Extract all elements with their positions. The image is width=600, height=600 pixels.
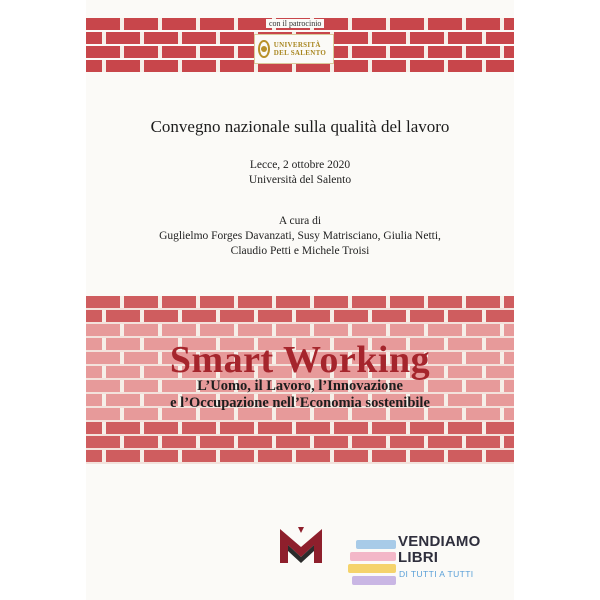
series-title: Convegno nazionale sulla qualità del lavoro: [150, 117, 450, 136]
watermark-stripe: [356, 540, 396, 549]
subtitle-line-1: L’Uomo, il Lavoro, l’Innovazione: [197, 378, 403, 394]
event-details: [86, 158, 514, 188]
university-logo: [254, 34, 334, 64]
watermark-tagline: DI TUTTI A TUTTI: [399, 569, 474, 579]
watermark-stripe: [352, 576, 396, 585]
book-subtitle: [86, 378, 514, 412]
watermark-brand: VENDIAMO LIBRI: [398, 533, 481, 566]
editors-intro: A cura di: [278, 215, 322, 227]
publisher-logo-icon: [278, 525, 324, 565]
editors-line-2: Claudio Petti e Michele Troisi: [230, 245, 370, 257]
event-place-date: Lecce, 2 ottobre 2020: [249, 159, 351, 171]
patronage-label: con il patrocinio: [266, 19, 324, 28]
subtitle-line-2: e l’Occupazione nell’Economia sostenibile: [170, 395, 430, 411]
editors-line-1: Guglielmo Forges Davanzati, Susy Matrisciano, Giulia Netti,: [159, 230, 441, 242]
event-venue: Università del Salento: [248, 174, 352, 186]
watermark-stripe: [350, 552, 396, 561]
book-title: Smart Working: [169, 339, 431, 381]
watermark-stripe: [348, 564, 396, 573]
editors: [86, 214, 514, 259]
university-seal-icon: [258, 40, 270, 58]
university-logo-text: UNIVERSITÀ DEL SALENTO: [273, 41, 327, 57]
